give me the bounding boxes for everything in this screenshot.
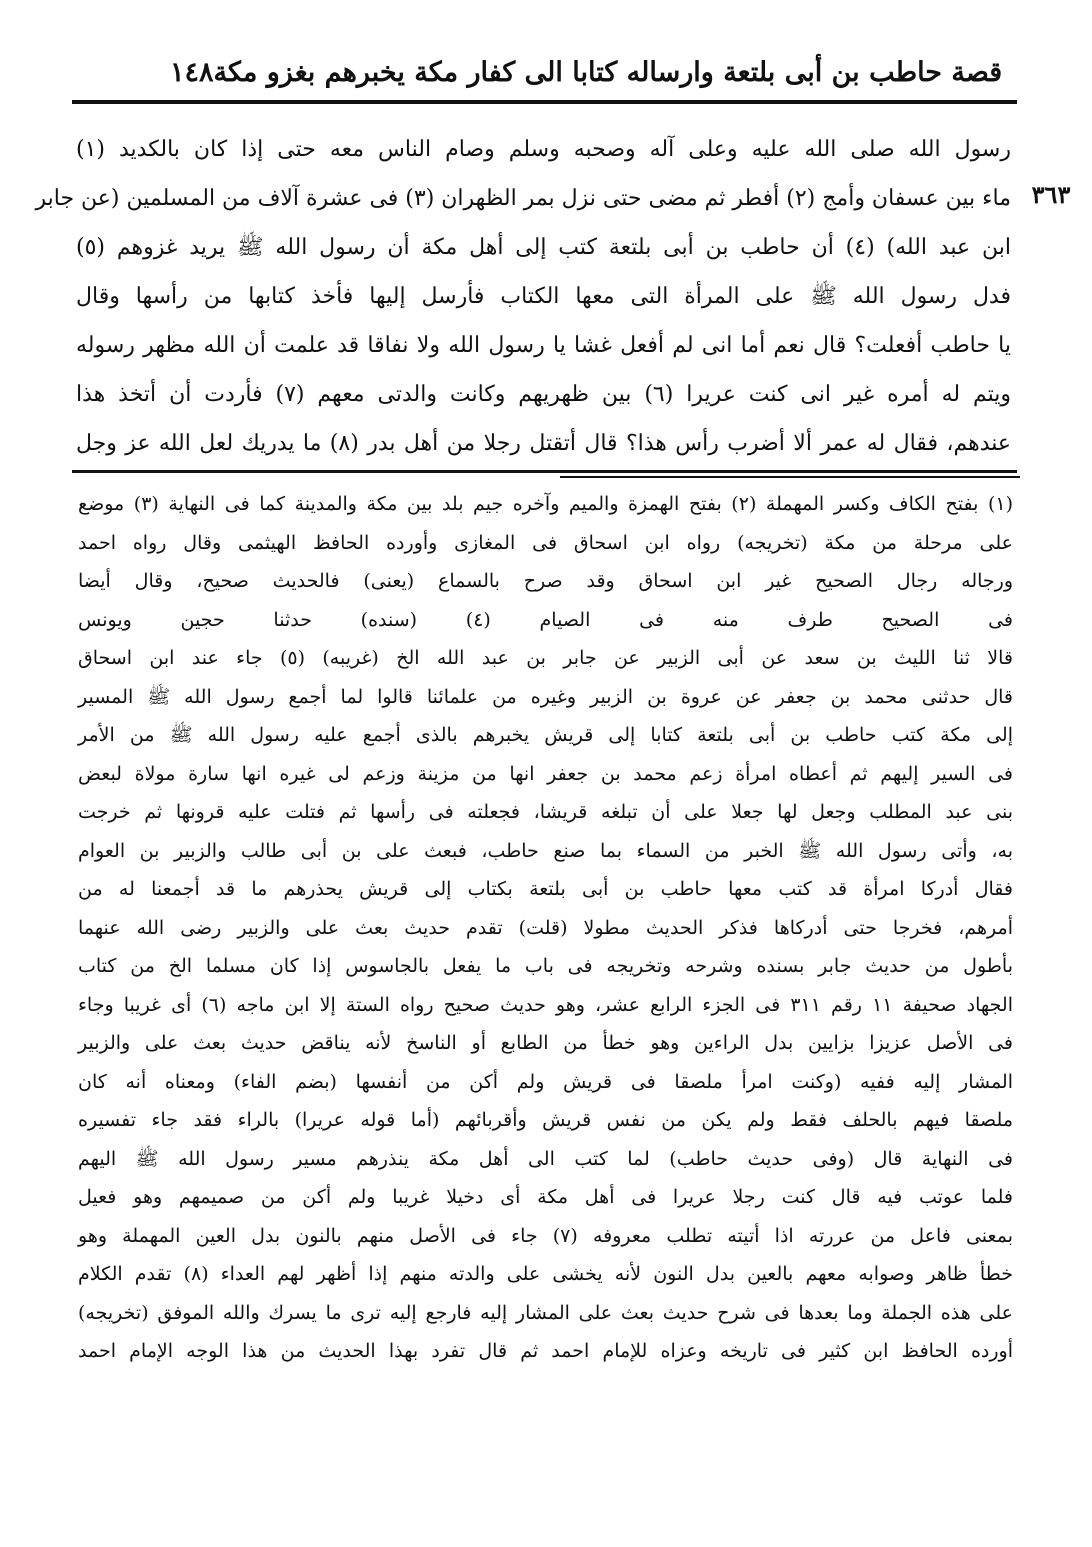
header-divider [72,100,1017,104]
footnote-line: فى الصحيح طرف منه فى الصيام (٤) (سنده) حدثنا حجين ويونس [78,608,1013,631]
footnote-line: به، وأتى رسول الله ﷺ الخبر من السماء بما صنع حاطب، فبعث على بن أبى طالب والزبير بن العوام [78,839,1013,862]
footnote-line: فى النهاية قال (وفى حديث حاطب) لما كتب الى أهل مكة ينذرهم مسير رسول الله ﷺ اليهم [78,1147,1013,1170]
main-text-line: ابن عبد الله) (٤) أن حاطب بن أبى بلتعة كتب إلى أهل مكة أن رسول الله ﷺ يريد غزوهم (٥) [76,235,1011,260]
main-text-line: يا حاطب أفعلت؟ قال نعم أما انى لم أفعل غشا يا رسول الله ولا نفاقا قد علمت أن الله مظهر رسوله [76,333,1011,358]
main-text [35,125,1012,468]
footnote-line: إلى مكة كتب حاطب بن أبى بلتعة كتابا إلى قريش يخبرهم بالذى أجمع عليه رسول الله ﷺ من الأمر [78,724,1013,746]
footnote-line: (١) بفتح الكاف وكسر المهملة (٢) بفتح الهمزة والميم وآخره جيم بلد بين مكة والمدينة كما فى النهاية (٣) موضع [78,493,1013,515]
footnote-line: فقال أدركا امرأة قد كتب معها حاطب بن أبى بلتعة بكتاب إلى قريش يحذرهم ما قد أجمعنا له من [78,878,1013,900]
footnote-line: على هذه الجملة وما بعدها فى شرح حديث بعث على المشار إليه فارجع إليه ترى ما يسرك والله الموفق (تخريجه) [78,1301,1013,1324]
footnote-line: ورجاله رجال الصحيح غير ابن اسحاق وقد صرح بالسماع (يعنى) فالحديث صحيح، وقال أيضا [78,570,1013,592]
main-text-line: فدل رسول الله ﷺ على المرأة التى معها الكتاب فأرسل إليها فأخذ كتابها من رأسها وقال [76,284,1011,309]
page-number: ١٤٨ [170,56,214,88]
footnote-line: المشار إليه ففيه (وكنت امرأ ملصقا فى قريش ولم أكن من أنفسها (بضم الفاء) ومعناه أنه كان [78,1070,1013,1093]
footnote-line: بنى عبد المطلب وجعل لها جعلا على أن تبلغه قريشا، فجعلته فى رأسها ثم فتلت عليه قرونها ثم خرجت [78,801,1013,823]
footnote-divider [72,470,1017,473]
running-title: قصة حاطب بن أبى بلتعة وارساله كتابا الى كفار مكة يخبرهم بغزو مكة [213,56,1003,88]
footnote-line: أمرهم، فخرجا حتى أدركاها فذكر الحديث مطولا (قلت) تقدم حديث بعث على والزبير رضى الله عنهما [78,916,1013,939]
main-text-line: ويتم له أمره غير انى كنت عريرا (٦) بين ظهريهم وكانت والدتى معهم (٧) فأردت أن أتخذ هذا [76,382,1012,407]
footnote-line: الجهاد صحيفة ١١ رقم ٣١١ فى الجزء الرابع عشر، وهو حديث صحيح رواه الستة إلا ابن ماجه (٦) أى غريبا وجاء [78,993,1013,1016]
main-text-line: رسول الله صلى الله عليه وعلى آله وصحبه وسلم وصام الناس معه حتى إذا كان بالكديد (١) [76,137,1011,162]
footnote-line: قالا ثنا الليث بن سعد عن أبى الزبير عن جابر بن عبد الله الخ (غريبه) (٥) جاء عند ابن اسحاق [78,647,1013,669]
footnote-line: خطأ ظاهر وصوابه معهم بالعين بدل النون لأنه يخشى على والدته منهم إذا أظهر لهم العداء (٨) تقدم الكلام [78,1263,1013,1285]
footnote-line: بأطول من حديث جابر بسنده وشرحه وتخريجه فى باب ما يفعل بالجاسوس إذا كان مسلما الخ من كتاب [78,955,1013,977]
main-text-line: ماء بين عسفان وأمج (٢) أفطر ثم مضى حتى نزل بمر الظهران (٣) فى عشرة آلاف من المسلمين (عن جابر [35,186,1011,211]
hadith-number: ٣٦٣ [1031,180,1071,209]
footnote-line: فلما عوتب فيه قال كنت رجلا عريرا فى أهل مكة أى دخيلا غريبا ولم أكن من صميمهم وهو فعيل [78,1186,1013,1208]
main-text-line: عندهم، فقال له عمر ألا أضرب رأس هذا؟ قال أتقتل رجلا من أهل بدر (٨) ما يدريك لعل الله عز وجل [76,431,1012,456]
footnote-line: بمعنى فاعل من عررته اذا أتيته تطلب معروفه (٧) جاء فى الأصل منهم بالنون بدل العين المهملة وهو [78,1224,1013,1247]
footnote-line: أورده الحافظ ابن كثير فى تاريخه وعزاه للإمام احمد ثم قال تفرد بهذا الحديث من هذا الوجه الإمام احمد [78,1340,1013,1362]
footnote-line: فى الأصل عزيزا بزايين بدل الراءين وهو خطأ من الطابع أو الناسخ لأنه يناقض حديث بعث على والزبير [78,1032,1013,1054]
footnote-line: على مرحلة من مكة (تخريجه) رواه ابن اسحاق فى المغازى وأورده الحافظ الهيثمى وقال رواه احمد [78,531,1013,554]
page-header [170,50,1003,94]
footnote-line: فى السير إليهم ثم أعطاه امرأة زعم محمد بن جعفر انها من مزينة وزعم لى غيره انها سارة مولاة لبعض [78,762,1013,785]
footnote-divider-accent [560,476,1020,478]
footnote-line: ملصقا فيهم بالحلف فقط ولم يكن من نفس قريش وأقربائهم (أما قوله عريرا) بالراء فقد جاء تفسيره [78,1109,1013,1131]
footnotes [78,485,1013,1371]
footnote-line: قال حدثنى محمد بن جعفر عن عروة بن الزبير وغيره من علمائنا قالوا لما أجمع رسول الله ﷺ المسير [78,685,1013,708]
